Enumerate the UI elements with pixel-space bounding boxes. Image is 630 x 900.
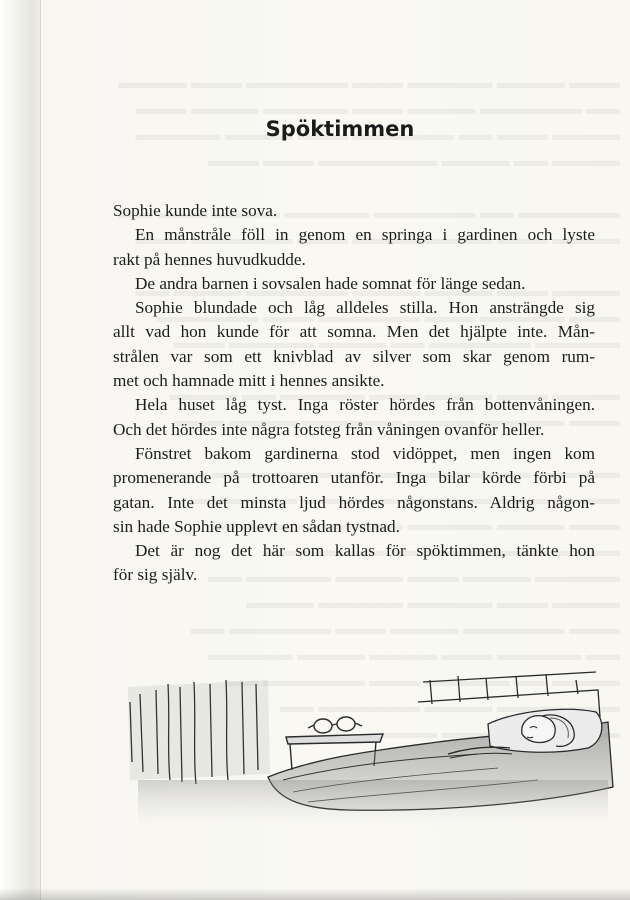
sleeping-girl-in-bed-sketch-icon [118, 662, 618, 832]
text-line: Fönstret bakom gardinerna stod vidöppet, men ingen kom [135, 443, 595, 463]
body-text [113, 199, 595, 588]
text-line: Och det hördes inte några fotsteg från våningen ovanför heller. [113, 419, 545, 439]
text-line: Det är nog det här som kallas för spöktimmen, tänkte hon [135, 541, 595, 561]
text-line: De andra barnen i sovsalen hade somnat för länge sedan. [135, 273, 526, 293]
text-line: Hela huset låg tyst. Inga röster hördes från bottenvåningen. [135, 395, 595, 415]
text-line: rakt på hennes huvudkudde. [113, 249, 306, 269]
text-line: för sig själv. [113, 565, 198, 585]
text-line: allt vad hon kunde för att somna. Men det hjälpte inte. Mån- [113, 322, 595, 342]
chapter-title: Spöktimmen [265, 117, 415, 141]
text-line: strålen var som ett knivblad av silver som skar genom rum- [113, 346, 595, 366]
text-line: sin hade Sophie upplevt en sådan tystnad. [113, 516, 400, 536]
text-line: promenerande på trottoaren utanför. Inga bilar körde förbi på [113, 468, 595, 488]
text-line: Sophie blundade och låg alldeles stilla. Hon ansträngde sig [135, 298, 595, 318]
text-line: met och hamnade mitt i hennes ansikte. [113, 371, 385, 391]
text-line: gatan. Inte det minsta ljud hördes någonstans. Aldrig någon- [113, 492, 595, 512]
page-bottom-shadow [0, 888, 630, 900]
text-line: Sophie kunde inte sova. [113, 201, 278, 220]
text-line: En månstråle föll in genom en springa i gardinen och lyste [135, 225, 595, 245]
